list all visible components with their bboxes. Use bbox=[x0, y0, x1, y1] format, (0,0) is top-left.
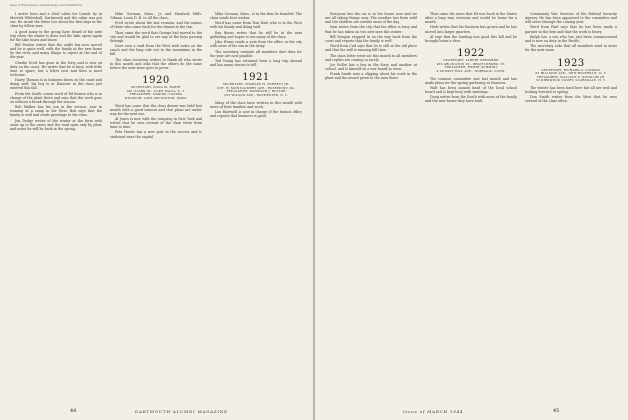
paragraph: Word has come from Tom Hale who is in the West with his family and doing well. bbox=[210, 21, 302, 30]
paragraph: Jim Dodge writes of the winter at the farm with snow up to the eaves and the road open only by plow, and notes he will be back in the spring. bbox=[10, 118, 102, 131]
paragraph: Al says that the hunting was good this fall and he brought home a deer. bbox=[425, 34, 517, 43]
paragraph: Harry Thomas is in business down on the coast and doing well; his boy is at Hanover in the class just entered this fall. bbox=[10, 78, 102, 91]
address-line: WINDSOR, LAKE ARLINGTON, MASS. bbox=[124, 95, 188, 100]
secretary-line: SECRETARY, DANA M. BARRY bbox=[131, 85, 181, 90]
paragraph: Sam writes from the city that his office is busy and that he has taken on two new men this winter. bbox=[325, 25, 417, 34]
left-column-2 bbox=[110, 12, 202, 394]
treasurer-line: TREASURER, RAYMOND J. BUTLER bbox=[226, 89, 286, 94]
paragraph: Word from Paul says that he has been made a partner in the firm and that the work is heavy. bbox=[525, 25, 617, 34]
paragraph: Word has come that the class dinner was held last month with a good turnout and that plans are under way for the next one. bbox=[110, 103, 202, 116]
paragraph: The secretary asks that all members send in news for the next issue. bbox=[525, 44, 617, 53]
secretary-line: SECRETARY, CHARLES H. EVERETT JR. bbox=[222, 82, 290, 87]
paragraph: Then came the word that George had moved to the city and would be glad to see any of the boys passing through. bbox=[110, 30, 202, 43]
paragraph: Many of the class have written in this month with news of their families and work. bbox=[210, 100, 302, 109]
paragraph: Bob Walker has his son in the service, now in training at a camp in the West. Bob says that the family is well and sends greetings to the class. bbox=[10, 105, 102, 118]
address-line: 265 ARLINGTON ST., BRATTLEBORO, VT. bbox=[436, 61, 506, 66]
address-line: 4 SUNSET HILL AVE., NORWALK, CONN. bbox=[436, 69, 506, 73]
paragraph: Word from Carl says that he is still at the old place and that the mill is running full time. bbox=[325, 44, 417, 53]
paragraph: Bill Fenton writes that the outfit has now moved and he is quite well, with the family at the new home by the river, and many things to report at the end of the year. bbox=[10, 43, 102, 60]
paragraph: Al Jones is now with the company in New York and writes that he sees several of the class there from time to time. bbox=[110, 117, 202, 130]
address-line: 253 WILSON AVE., ROCHESTER, N. Y. bbox=[224, 93, 288, 98]
treasurer-line: TREASURER, HENRY SCHMIDT bbox=[444, 65, 498, 70]
paragraph: John Evans sends a note from the office in the city with news of his son in the Army. bbox=[210, 40, 302, 49]
class-year-heading: 1921 bbox=[242, 72, 270, 84]
paragraph: The winter has been hard here but all are well and looking forward to spring. bbox=[525, 85, 617, 95]
paragraph: The class letter went out this month to all members and replies are coming in nicely. bbox=[325, 53, 417, 62]
paragraph: Then came the news that Ed was back in the States after a long stay overseas and would be home for a month. bbox=[425, 12, 517, 25]
class-section-1923 bbox=[525, 58, 617, 83]
paragraph: Joe Fuller has a boy in the Navy and another at school, and is himself on a war board in town. bbox=[325, 62, 417, 72]
right-page bbox=[315, 0, 628, 420]
paragraph: Herb writes that his business has grown and he has moved into larger quarters. bbox=[425, 25, 517, 34]
paragraph: The class secretary wishes to thank all who wrote in this month and asks that the others do the same before the next issue goes to press. bbox=[110, 57, 202, 70]
class-year-heading: 1920 bbox=[142, 75, 170, 87]
address-line: 401 CLARK ST., GLEN FALLS, N. Y. bbox=[126, 88, 186, 93]
paragraph: Pete Harris has a new post in the service and is stationed near the capital. bbox=[110, 130, 202, 139]
class-section-1921 bbox=[210, 72, 302, 97]
paragraph: Fred wrote about the last reunion, and the names of those who came back for the dinner at the Inn. bbox=[110, 21, 202, 30]
left-page bbox=[0, 0, 313, 420]
paragraph: The secretary reminds all members that dues for the year are now payable. bbox=[210, 49, 302, 58]
paragraph: Dave sent a card from the West with notes on the ranch and the long ride out to the mountains in the fall. bbox=[110, 44, 202, 57]
secretary-line: SECRETARY, ALBERT SHEPPARD bbox=[443, 58, 499, 63]
paragraph: Ted Young has returned from a long trip abroad and has many stories to tell. bbox=[210, 58, 302, 67]
paragraph: Walt has been named head of the local school board and is kept busy with meetings. bbox=[425, 85, 517, 95]
paragraph: Ray Burns writes that he will be at the next gathering and hopes to see many of the class. bbox=[210, 30, 302, 39]
address-line: STE. W. MONTGOMERY AVE., ROSEMONT, PA. bbox=[217, 85, 295, 90]
paragraph: Doug writes from the South with news of the family and the new house they have built. bbox=[425, 95, 517, 104]
paragraph: Lou Hartwell is now in charge of the branch office and reports that business is good. bbox=[210, 110, 302, 119]
paragraph: I arrive here and a chief cabin for Comdr. by at Merrick Whiteshall. Dartmouth and the cabin was put out. He wrote the letter Lee about the first days in the class by fellow men. bbox=[10, 12, 102, 29]
page-footer: Issue of MARCH 1944 bbox=[403, 409, 464, 414]
treasurer-line: TREASURER, SAMUEL LOOMIS bbox=[129, 92, 183, 97]
paragraph: The reunion committee met last month and has made plans for the spring gathering at Hanover. bbox=[425, 76, 517, 85]
secretary-line: SECRETARY, RICHARD A. LINDSAY bbox=[541, 67, 601, 72]
paragraph: Community War Services of the Federal Security Agency. He has been appointed to the committee and will serve through the coming year. bbox=[525, 12, 617, 25]
address-line: 65 HILLSIDE AVE., NEW ROCHELLE, N. Y. bbox=[535, 71, 607, 76]
class-year-heading: 1922 bbox=[457, 48, 485, 60]
class-year-heading: 1923 bbox=[557, 57, 585, 69]
page-number: 44 bbox=[70, 408, 77, 414]
treasurer-line: TREASURER, WALLACE V. WINSLOW JR. bbox=[536, 74, 606, 79]
right-column-3 bbox=[525, 12, 617, 394]
right-column-2 bbox=[425, 12, 517, 394]
paragraph: From the South comes word of Ed Bowen who is in charge of the plant there and says that the work goes on without a break through the season. bbox=[10, 91, 102, 104]
left-column-3 bbox=[210, 12, 302, 394]
paragraph: Mike Gorman, Mass., Jr. and Shattuck Mills. Gilman, Louis D. R. to all the class. bbox=[110, 12, 202, 21]
left-column-1 bbox=[10, 12, 102, 394]
paragraph: Don Smith writes from the West that he sees several of the class often. bbox=[525, 95, 617, 104]
right-column-1 bbox=[325, 12, 417, 394]
running-head: tune of Evergreen, Gyrnstology, and Obstetrics. bbox=[10, 3, 83, 7]
paragraph: Everyone but the cat is in the house now and we are all taking things easy. The weather has been mild and the children are outside most of the day. bbox=[325, 12, 417, 25]
paragraph: A good many in the group have heard of the next trip when the winter is done and the lake opens again for the lake boats and shore. bbox=[10, 29, 102, 42]
page-number: 45 bbox=[553, 408, 560, 414]
class-section-1920 bbox=[110, 75, 202, 100]
address-line: 53 KIRKWOOD COURT, SCARSDALE, N. Y. bbox=[536, 78, 606, 83]
paragraph: Charlie Scott has gone in the Navy and is now on duty on the coast. He writes that he is busy, with little time to spare, but a letter now and then is most welcome. bbox=[10, 60, 102, 77]
paragraph: Bill Morgan stopped in on the way back from the coast and reports that the family is well. bbox=[325, 34, 417, 43]
paragraph: Ralph has a son who has just been commissioned and is now on duty in the Pacific. bbox=[525, 34, 617, 43]
paragraph: Frank Smith sent a clipping about his work in the plant and the award given to the men there. bbox=[325, 72, 417, 81]
paragraph: Mike Gorman, Mass., is in the firm he founded. The class sends best wishes. bbox=[210, 12, 302, 21]
page-footer: DARTMOUTH ALUMNI MAGAZINE bbox=[135, 409, 228, 414]
class-section-1922 bbox=[425, 48, 517, 73]
